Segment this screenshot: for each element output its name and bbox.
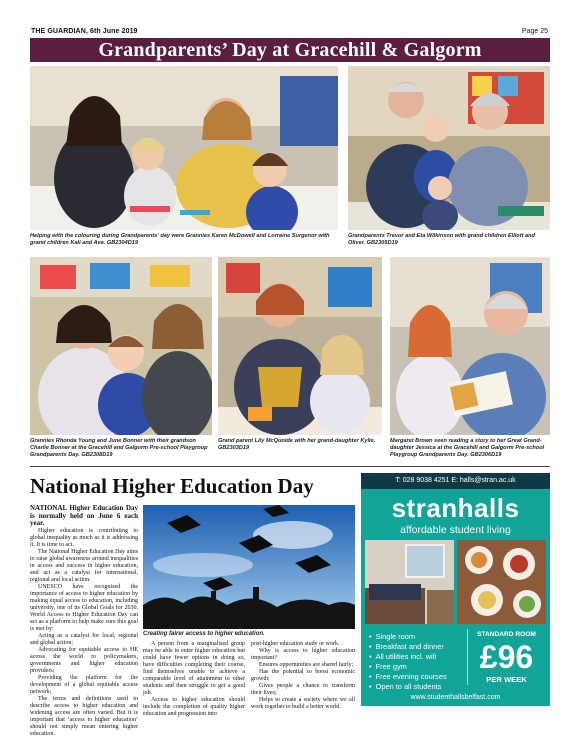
ad-price-period: PER WEEK bbox=[486, 675, 527, 684]
article-paragraph: Providing the platform for the development of a global equitable access network; bbox=[30, 674, 138, 695]
photo-margaret-brown bbox=[390, 257, 550, 435]
photo-caption: Grand parent Lily McQuoide with her grand-daughter Kylie. GB2303D19 bbox=[218, 438, 376, 451]
article-paragraph: A person from a marginalised group may be able to enter higher education but could have fewer options in doing so, have difficulties completing their course, find themselves unable to achieve a comparable level of attainment to other students and then struggle to get a good job. bbox=[143, 641, 245, 696]
photo-grandparents-wilkinson bbox=[348, 66, 550, 230]
article-column-1 bbox=[30, 505, 138, 738]
photo-caption: Margaret Brown seen reading a story to her Great Grand-daughter Jessica at the Gracehill and Galgorm Pre-school Playgroup Grandparents Day. GB2306D19 bbox=[390, 438, 545, 458]
newspaper-masthead: THE GUARDIAN, 6th June 2019 bbox=[31, 28, 138, 35]
article-column-2 bbox=[143, 641, 245, 718]
article-paragraph: post-higher education study or work. bbox=[251, 641, 340, 647]
article-paragraph: Gives people a chance to transform their lives; bbox=[251, 683, 355, 696]
ad-feature: • Breakfast and dinner bbox=[369, 642, 447, 652]
ad-tagline: affordable student living bbox=[400, 524, 511, 536]
graduation-image bbox=[143, 505, 355, 629]
article-paragraph: Has the potential to boost economic growth; bbox=[251, 669, 355, 682]
article-paragraph: Advocating for equitable access to HE across the world to policymakers, governments and higher education providers; bbox=[30, 646, 138, 674]
photo-caption: Grannies Rhonda Young and June Bonner with their grandson Charlie Bonner at the Gracehill and Galgorm Pre-school Playgroup Grandparents Day. GB2308D19 bbox=[30, 438, 208, 458]
ad-contact-bar: T: 028 9038 4251 E: halls@stran.ac.uk bbox=[361, 473, 550, 489]
section-divider bbox=[30, 466, 550, 467]
article-paragraph: Higher education is contributing to global inequality as much as it is addressing it. It is time to act. bbox=[30, 527, 138, 548]
article-paragraph: Helps to create a society where we all work together to build a better world. bbox=[251, 697, 355, 710]
article-paragraph: UNESCO have recognised the importance of access to higher education by making equal access to education, including university, one of its Global Goals for 2030. World Access to Higher Education Day can act as a platform to help make sure this goal is met by: bbox=[30, 583, 138, 632]
stranhalls-advert[interactable] bbox=[361, 473, 550, 706]
ad-price-box bbox=[467, 629, 545, 685]
photo-lily-mcquoide bbox=[218, 257, 382, 435]
ad-price: £96 bbox=[479, 639, 534, 675]
ad-feature: • Single room bbox=[369, 632, 447, 642]
article-paragraph: Access to higher education should include the completion of quality higher education and progression into bbox=[143, 697, 245, 717]
photo-caption: Helping with the colouring during Grandparents’ day were Grannies Karen McDowell and Lorraine Surgenor with grand children Kali and Ava. GB2304D19 bbox=[30, 233, 330, 246]
article-lead: NATIONAL Higher Education Day is normally held on June 6 each year. bbox=[30, 504, 138, 528]
article-paragraph: Acting as a catalyst for local, regional and global action; bbox=[30, 632, 138, 646]
article-column-3 bbox=[251, 641, 355, 711]
ad-website-link[interactable]: www.studenthallsbelfast.com bbox=[410, 694, 501, 701]
photo-grannies-young-bonner bbox=[30, 257, 212, 435]
ad-feature: • Open to all students bbox=[369, 682, 447, 692]
photo-grannies-colouring bbox=[30, 66, 338, 230]
ad-price-label: STANDARD ROOM bbox=[477, 631, 536, 638]
article-paragraph: The terms and definitions used to describe access to higher education and widening access are often varied. But it is important that ‘access to higher education’ should not simply mean entering higher education. bbox=[30, 695, 138, 737]
photo-caption: Grandparents Trevor and Eta Wilkinson with grand children Elliott and Oliver. GB2305D19 bbox=[348, 233, 535, 246]
article-paragraph: Ensures opportunities are shared fairly; bbox=[259, 662, 354, 668]
ad-brand-name: stranhalls bbox=[391, 493, 520, 523]
ad-feature: • All utilities incl. wifi bbox=[369, 652, 447, 662]
article-title: National Higher Education Day bbox=[30, 474, 314, 498]
article-paragraph: Why is access to higher education important? bbox=[251, 648, 355, 661]
ad-food-photo bbox=[457, 540, 546, 624]
ad-bedroom-photo bbox=[365, 540, 454, 624]
ad-feature: • Free evening courses bbox=[369, 672, 447, 682]
image-caption: Creating fairer access to higher education. bbox=[143, 631, 265, 637]
page-number: Page 25 bbox=[521, 28, 548, 35]
ad-feature: • Free gym bbox=[369, 662, 447, 672]
ad-feature-list bbox=[369, 632, 447, 692]
article-paragraph: The National Higher Education Day aims to raise global awareness around inequalities in access and success in higher education, and act as a catalyst for international, regional and local action. bbox=[30, 548, 138, 583]
page-headline: Grandparents’ Day at Gracehill & Galgorm bbox=[30, 38, 550, 62]
